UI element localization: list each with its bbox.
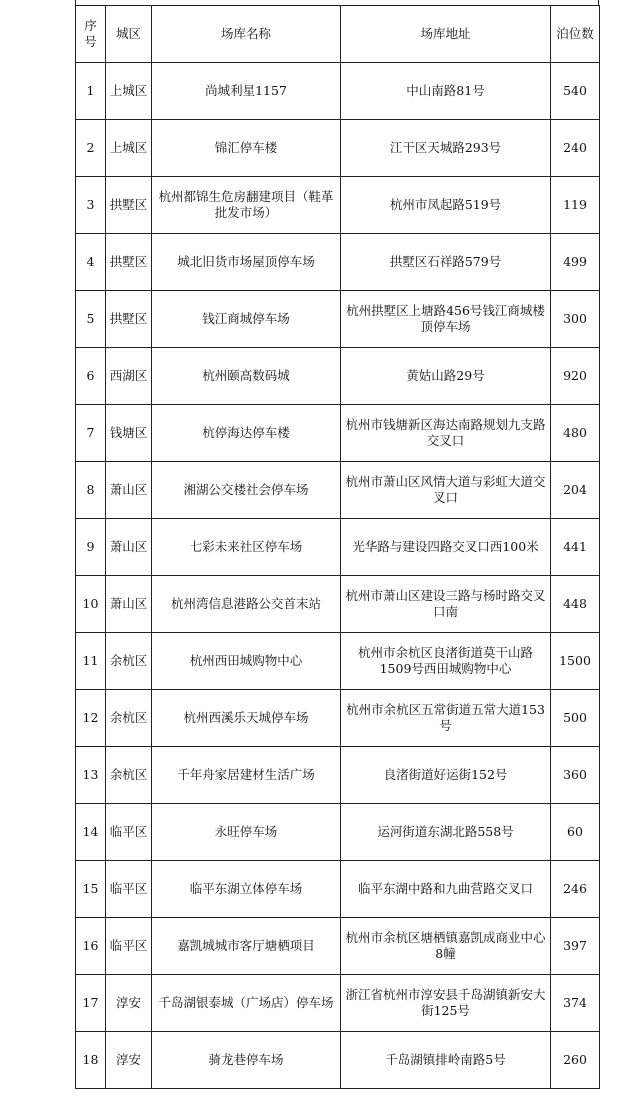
- cell-district: 余杭区: [106, 690, 152, 747]
- table-row: [76, 405, 600, 462]
- cell-spaces: 540: [551, 63, 600, 120]
- cell-address: 运河街道东湖北路558号: [341, 804, 551, 861]
- table-row: [76, 177, 600, 234]
- cell-spaces: 360: [551, 747, 600, 804]
- table-row: [76, 291, 600, 348]
- cell-lot-name: 嘉凯城城市客厅塘栖项目: [152, 918, 341, 975]
- cell-district: 西湖区: [106, 348, 152, 405]
- cell-spaces: 60: [551, 804, 600, 861]
- table-row: [76, 1032, 600, 1089]
- cell-no: 13: [76, 747, 106, 804]
- cell-lot-name: 锦汇停车楼: [152, 120, 341, 177]
- cell-lot-name: 杭州西溪乐天城停车场: [152, 690, 341, 747]
- cell-address: 拱墅区石祥路579号: [341, 234, 551, 291]
- cell-no: 11: [76, 633, 106, 690]
- table-row: [76, 918, 600, 975]
- cell-lot-name: 七彩未来社区停车场: [152, 519, 341, 576]
- cell-address: 杭州市萧山区风情大道与彩虹大道交叉口: [341, 462, 551, 519]
- cell-address: 杭州市凤起路519号: [341, 177, 551, 234]
- cell-address: 中山南路81号: [341, 63, 551, 120]
- cell-district: 淳安: [106, 1032, 152, 1089]
- cell-lot-name: 千岛湖银泰城（广场店）停车场: [152, 975, 341, 1032]
- cell-no: 6: [76, 348, 106, 405]
- cell-spaces: 397: [551, 918, 600, 975]
- cell-district: 萧山区: [106, 519, 152, 576]
- cell-no: 3: [76, 177, 106, 234]
- cell-no: 2: [76, 120, 106, 177]
- cell-no: 14: [76, 804, 106, 861]
- table-row: [76, 747, 600, 804]
- cell-district: 余杭区: [106, 633, 152, 690]
- cell-address: 杭州市钱塘新区海达南路规划九支路交叉口: [341, 405, 551, 462]
- table-row: [76, 804, 600, 861]
- cell-lot-name: 千年舟家居建材生活广场: [152, 747, 341, 804]
- cell-address: 杭州拱墅区上塘路456号钱江商城楼顶停车场: [341, 291, 551, 348]
- cell-spaces: 374: [551, 975, 600, 1032]
- table-row: [76, 690, 600, 747]
- cell-no: 9: [76, 519, 106, 576]
- header-address: 场库地址: [341, 6, 551, 63]
- cell-lot-name: 钱江商城停车场: [152, 291, 341, 348]
- cell-spaces: 260: [551, 1032, 600, 1089]
- cell-address: 临平东湖中路和九曲营路交叉口: [341, 861, 551, 918]
- cell-lot-name: 杭州都锦生危房翻建项目（鞋革批发市场）: [152, 177, 341, 234]
- cell-address: 光华路与建设四路交叉口西100米: [341, 519, 551, 576]
- cell-spaces: 480: [551, 405, 600, 462]
- cell-no: 18: [76, 1032, 106, 1089]
- table-row: [76, 861, 600, 918]
- cell-district: 萧山区: [106, 462, 152, 519]
- cell-lot-name: 杭州湾信息港路公交首末站: [152, 576, 341, 633]
- cell-no: 5: [76, 291, 106, 348]
- cell-spaces: 448: [551, 576, 600, 633]
- header-row: [76, 6, 600, 63]
- cell-no: 1: [76, 63, 106, 120]
- cell-district: 临平区: [106, 861, 152, 918]
- cell-address: 杭州市余杭区良渚街道莫干山路1509号西田城购物中心: [341, 633, 551, 690]
- table-row: [76, 63, 600, 120]
- cell-spaces: 204: [551, 462, 600, 519]
- cell-no: 10: [76, 576, 106, 633]
- cell-district: 拱墅区: [106, 177, 152, 234]
- table-row: [76, 576, 600, 633]
- table-body: [76, 63, 600, 1089]
- table-row: [76, 120, 600, 177]
- cell-district: 拱墅区: [106, 291, 152, 348]
- cell-district: 临平区: [106, 918, 152, 975]
- cell-spaces: 920: [551, 348, 600, 405]
- table-row: [76, 348, 600, 405]
- cell-spaces: 240: [551, 120, 600, 177]
- cell-address: 千岛湖镇排岭南路5号: [341, 1032, 551, 1089]
- cell-district: 萧山区: [106, 576, 152, 633]
- cell-district: 钱塘区: [106, 405, 152, 462]
- cell-address: 杭州市余杭区五常街道五常大道153号: [341, 690, 551, 747]
- cell-lot-name: 临平东湖立体停车场: [152, 861, 341, 918]
- table-row: [76, 519, 600, 576]
- cell-address: 杭州市余杭区塘栖镇嘉凯成商业中心8幢: [341, 918, 551, 975]
- cell-no: 17: [76, 975, 106, 1032]
- cell-district: 余杭区: [106, 747, 152, 804]
- cell-lot-name: 杭州西田城购物中心: [152, 633, 341, 690]
- cell-lot-name: 杭州颐高数码城: [152, 348, 341, 405]
- cell-spaces: 300: [551, 291, 600, 348]
- cell-address: 黄姑山路29号: [341, 348, 551, 405]
- cell-no: 4: [76, 234, 106, 291]
- cell-spaces: 119: [551, 177, 600, 234]
- cell-no: 7: [76, 405, 106, 462]
- cell-lot-name: 湘湖公交楼社会停车场: [152, 462, 341, 519]
- cell-address: 良渚街道好运街152号: [341, 747, 551, 804]
- cell-lot-name: 尚城利星1157: [152, 63, 341, 120]
- cell-spaces: 246: [551, 861, 600, 918]
- header-spaces: 泊位数: [551, 6, 600, 63]
- cell-no: 8: [76, 462, 106, 519]
- cell-district: 上城区: [106, 63, 152, 120]
- table-row: [76, 462, 600, 519]
- header-no: 序号: [76, 6, 106, 63]
- cell-district: 拱墅区: [106, 234, 152, 291]
- parking-lot-table: [75, 5, 600, 1089]
- cell-no: 12: [76, 690, 106, 747]
- header-name: 场库名称: [152, 6, 341, 63]
- cell-spaces: 500: [551, 690, 600, 747]
- cell-district: 临平区: [106, 804, 152, 861]
- table-row: [76, 975, 600, 1032]
- table-row: [76, 633, 600, 690]
- cell-lot-name: 永旺停车场: [152, 804, 341, 861]
- cell-district: 淳安: [106, 975, 152, 1032]
- header-district: 城区: [106, 6, 152, 63]
- cell-district: 上城区: [106, 120, 152, 177]
- cell-address: 浙江省杭州市淳安县千岛湖镇新安大街125号: [341, 975, 551, 1032]
- cell-lot-name: 城北旧货市场屋顶停车场: [152, 234, 341, 291]
- cell-spaces: 1500: [551, 633, 600, 690]
- cell-lot-name: 杭停海达停车楼: [152, 405, 341, 462]
- cell-lot-name: 骑龙巷停车场: [152, 1032, 341, 1089]
- cell-no: 16: [76, 918, 106, 975]
- cell-address: 杭州市萧山区建设三路与杨时路交叉口南: [341, 576, 551, 633]
- cell-spaces: 499: [551, 234, 600, 291]
- cell-spaces: 441: [551, 519, 600, 576]
- table-header: [76, 6, 600, 63]
- cell-no: 15: [76, 861, 106, 918]
- cell-address: 江干区天城路293号: [341, 120, 551, 177]
- table-row: [76, 234, 600, 291]
